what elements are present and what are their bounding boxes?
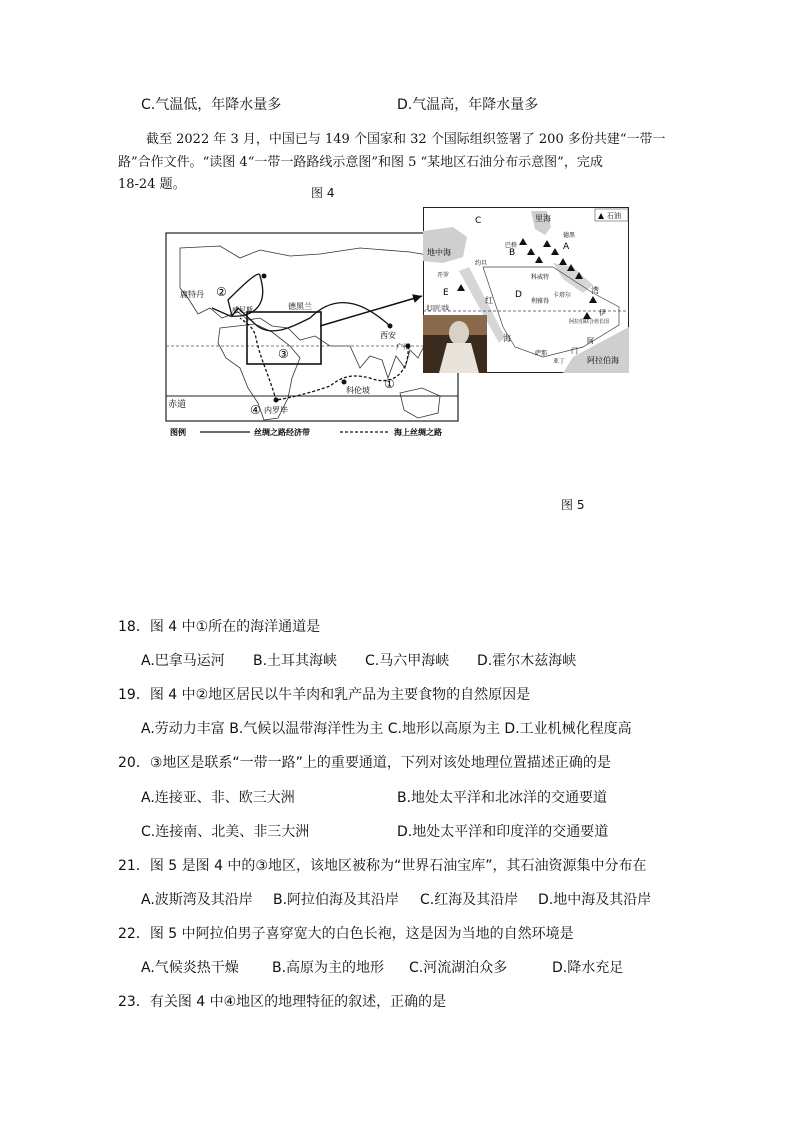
q21-option-c: C.红海及其沿岸 [420,892,519,908]
place-iran-gulf: 伊 [599,309,606,317]
legend-land-label: 丝绸之路经济带 [254,428,310,437]
intro-line-1: 截至 2022 年 3 月，中国已与 149 个国家和 32 个国际组织签署了 200 多份共建“一带一 [146,132,666,147]
q20-stem: 20．③地区是联系“一带一路”上的重要通道，下列对该处地理位置描述正确的是 [118,755,611,771]
city-guangzhou: 广州 [396,343,410,351]
city-dot [274,398,279,403]
intro-line-2: 路”合作文件。“读图 4“一带一路路线示意图”和图 5 “某地区石油分布示意图”，完成 [118,155,603,170]
city-rotterdam: 鹿特丹 [180,290,204,299]
place-sanaa: 萨那 [535,350,548,357]
region-e: E [443,288,449,298]
q21-option-b: B.阿拉伯海及其沿岸 [273,892,400,908]
label-red-1: 红 [485,296,493,305]
q18-stem: 18．图 4 中①所在的海洋通道是 [118,619,321,635]
city-tehran: 德黑兰 [288,302,312,311]
callout-arrow [318,290,428,330]
marker-4: ④ [250,403,261,417]
place-men: 门 [571,347,578,355]
label-arabian-sea: 阿拉伯海 [587,356,619,365]
place-aden: 亚丁 [553,358,566,365]
label-mediterranean: 地中海 [427,248,451,257]
legend-sea-label: 海上丝绸之路 [394,428,442,437]
mediterranean-sea [423,227,467,263]
option-c-prev: C.气温低，年降水量多 [141,97,282,113]
q22-option-a: A.气候炎热干燥 [141,960,239,976]
q22-option-d: D.降水充足 [552,960,624,976]
place-doha: 卡塔尔 [553,292,572,299]
q19-stem: 19．图 4 中②地区居民以牛羊肉和乳产品为主要食物的自然原因是 [118,687,531,703]
legend-title: 图例 [170,428,186,437]
label-gulf: 湾 [591,286,599,295]
photo-arab-man [423,315,487,373]
place-oman: 阿 [587,337,594,345]
equator-label: 赤道 [168,400,187,410]
q23-stem: 23．有关图 4 中④地区的地理特征的叙述，正确的是 [118,994,447,1010]
city-dot [262,274,267,279]
city-xian: 西安 [380,331,396,340]
q20-option-d: D.地处太平洋和印度洋的交通要道 [397,824,609,840]
marker-1: ① [384,377,395,391]
city-nairobi: 内罗毕 [264,406,288,415]
q18-option-b: B.土耳其海峡 [253,653,338,669]
place-baghdad: 巴格 [505,242,518,249]
marker-2: ② [216,285,227,299]
q22-option-c: C.河流湖泊众多 [409,960,508,976]
region-a: A [563,242,570,252]
figure-4-caption: 图 4 [311,186,335,200]
place-jordan: 约旦 [475,260,488,267]
label-red-2: 海 [503,334,511,343]
city-dot [342,380,347,385]
q18-option-d: D.霍尔木兹海峡 [477,653,577,669]
option-d-prev: D.气温高，年降水量多 [397,97,539,113]
q22-stem: 22．图 5 中阿拉伯男子喜穿宽大的白色长袍，这是因为当地的自然环境是 [118,926,574,942]
region-c: C [475,216,482,226]
q20-option-c: C.连接南、北美、非三大洲 [141,824,310,840]
city-venice: 威尼斯 [232,306,253,314]
q18-option-c: C.马六甲海峡 [365,653,450,669]
place-uae: 阿拉伯联合酋长国 [569,319,610,325]
marker-3: ③ [278,347,289,361]
q18-option-a: A.巴拿马运河 [141,653,225,669]
q22-option-b: B.高原为主的地形 [272,960,385,976]
place-riyadh: 利雅得 [531,298,550,305]
q20-option-a: A.连接亚、非、欧三大洲 [141,790,295,806]
place-cairo: 开罗 [437,272,450,279]
region-b: B [509,248,516,258]
label-caspian: 里海 [535,214,551,223]
q20-option-b: B.地处太平洋和北冰洋的交通要道 [397,790,608,806]
place-tehran: 德黑 [563,232,576,239]
label-tropic: 北回归线 [425,305,450,312]
place-kuwait: 科威特 [531,274,550,281]
q21-stem: 21．图 5 是图 4 中的③地区，该地区被称为“世界石油宝库”，其石油资源集中分布在 [118,858,647,874]
figure-5-map [423,207,629,373]
legend-oil: 石油 [607,212,621,220]
q19-options: A.劳动力丰富 B.气候以温带海洋性为主 C.地形以高原为主 D.工业机械化程度高 [141,721,632,737]
figure-4-map [160,228,460,443]
figure-5-caption: 图 5 [561,498,585,512]
intro-line-3: 18-24 题。 [118,177,186,192]
region-d: D [515,290,522,300]
city-colombo: 科伦坡 [346,386,370,395]
q21-option-a: A.波斯湾及其沿岸 [141,892,253,908]
q21-option-d: D.地中海及其沿岸 [538,892,652,908]
